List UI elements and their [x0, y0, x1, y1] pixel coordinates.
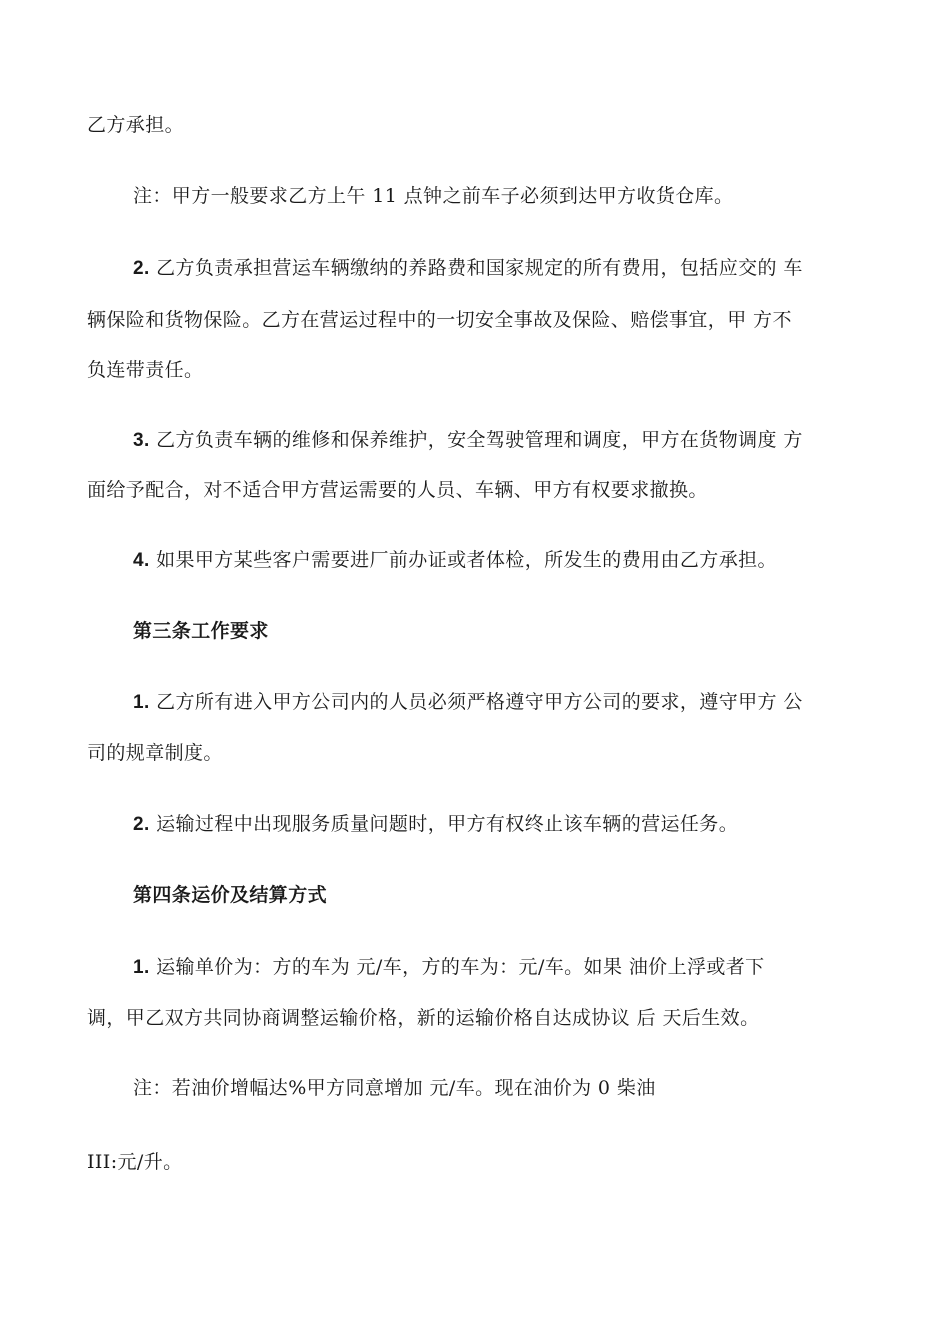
clause-text: 运输过程中出现服务质量问题时，甲方有权终止该车辆的营运任务。 [149, 813, 739, 835]
section-heading-3: 第三条工作要求 [133, 620, 269, 642]
clause-text: 运输单价为：方的车为 元/车，方的车为：元/车。如果 油价上浮或者下 [149, 956, 765, 978]
clause-number: 1. [133, 692, 150, 713]
clause-2-line-1 [133, 256, 877, 281]
clause-3-line-2: 面给予配合，对不适合甲方营运需要的人员、车辆、甲方有权要求撤换。 [87, 479, 708, 501]
clause-3-line-1 [133, 428, 877, 453]
clause-2-line-3: 负连带责任。 [87, 359, 204, 381]
work-req-1-line-2: 司的规章制度。 [87, 742, 223, 764]
note-oil-price-line-2: III:元/升。 [87, 1151, 183, 1173]
clause-4 [133, 548, 877, 573]
clause-text: 如果甲方某些客户需要进厂前办证或者体检，所发生的费用由乙方承担。 [149, 549, 777, 571]
work-req-1-line-1 [133, 690, 877, 715]
paragraph-continuation: 乙方承担。 [87, 114, 185, 136]
work-req-2 [133, 812, 877, 837]
price-1-line-1 [133, 955, 877, 980]
clause-number: 1. [133, 957, 150, 978]
clause-text: 乙方负责承担营运车辆缴纳的养路费和国家规定的所有费用，包括应交的 车 [149, 257, 803, 279]
clause-number: 4. [133, 550, 150, 571]
price-1-line-2: 调，甲乙双方共同协商调整运输价格，新的运输价格自达成协议 后 天后生效。 [87, 1007, 760, 1029]
clause-number: 2. [133, 258, 150, 279]
clause-number: 3. [133, 430, 150, 451]
note-oil-price: 注：若油价增幅达%甲方同意增加 元/车。现在油价为 0 柴油 [133, 1077, 656, 1099]
section-heading-4: 第四条运价及结算方式 [133, 884, 328, 906]
clause-2-line-2: 辆保险和货物保险。乙方在营运过程中的一切安全事故及保险、赔偿事宜，甲 方不 [87, 309, 792, 331]
clause-text: 乙方所有进入甲方公司内的人员必须严格遵守甲方公司的要求，遵守甲方 公 [149, 691, 803, 713]
clause-number: 2. [133, 814, 150, 835]
note-arrival-time: 注：甲方一般要求乙方上午 11 点钟之前车子必须到达甲方收货仓库。 [133, 185, 734, 207]
clause-text: 乙方负责车辆的维修和保养维护，安全驾驶管理和调度，甲方在货物调度 方 [149, 429, 803, 451]
